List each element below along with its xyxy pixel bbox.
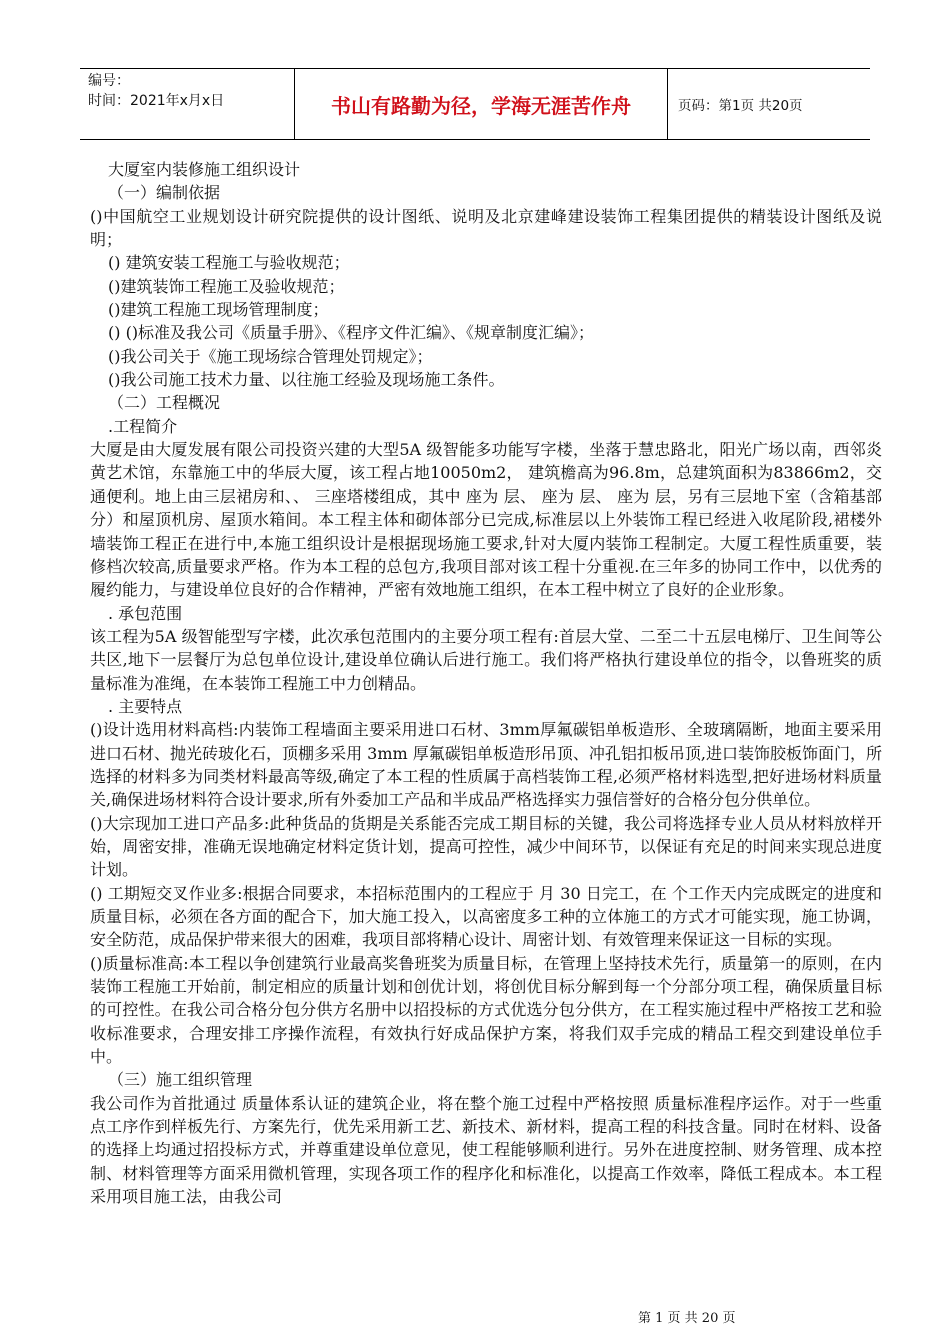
page-footer: 第 1 页 共 20 页: [638, 1311, 736, 1326]
list-item: ()建筑装饰工程施工及验收规范；: [108, 276, 345, 296]
paragraph: ()中国航空工业规划设计研究院提供的设计图纸、说明及北京建峰建设装饰工程集团提供的精装设计图纸及说明；: [90, 206, 882, 250]
page-header: [80, 68, 870, 140]
list-item: ()我公司施工技术力量、以往施工经验及现场施工条件。: [108, 370, 505, 390]
subsection-heading: . 承包范围: [108, 603, 183, 623]
list-item: ()建筑工程施工现场管理制度；: [108, 300, 329, 320]
doc-number-label: 编号：: [88, 73, 130, 89]
paragraph: ()大宗现加工进口产品多:此种货品的货期是关系能否完成工期目标的关键，我公司将选择专业人员从材料放样开始，周密安排，准确无误地确定材料定货计划，提高可控性，减少中间环节，以保证有充足的时间来实现总进度计划。: [90, 813, 882, 880]
doc-title: 大厦室内装修施工组织设计: [108, 160, 301, 179]
section-heading: （一）编制依据: [108, 183, 221, 203]
header-page-info: 页码：第1页 共20页: [678, 98, 803, 114]
paragraph: () 工期短交叉作业多:根据合同要求，本招标范围内的工程应于 月 30 日完工，在 个工作天内完成既定的进度和质量目标，必须在各方面的配合下，加大施工投入，以高密度多工种的立体施工的方式才可能实现，施工协调，安全防范，成品保护带来很大的困难，我项目部将精心设计、周密计划、有效管理来保证这一目标的实现。: [90, 883, 882, 950]
paragraph: 大厦是由大厦发展有限公司投资兴建的大型5A 级智能多功能写字楼，坐落于慧忠路北，阳光广场以南，西邻炎黄艺术馆，东靠施工中的华辰大厦，该工程占地10050m2， 建筑檐高为96.8m，总建筑面积为83866m2，交通便利。地上由三层裙房和、、 三座塔楼组成，其中 座为 层、 座为 层、 座为 层，另有三层地下室（含箱基部分）和屋顶机房、屋顶水箱间。本工程主体和砌体部分已完成,标准层以上外装饰工程已经进入收尾阶段,裙楼外墙装饰工程正在进行中,本施工组织设计是根据现场施工要求,针对大厦内装饰工程制定。大厦工程性质重要，装修档次较高,质量要求严格。作为本工程的总包方,我项目部对该工程十分重视.在三年多的协同工作中，以优秀的履约能力，与建设单位良好的合作精神，严密有效地施工组织，在本工程中树立了良好的企业形象。: [90, 440, 882, 600]
date-label: 时间：2021年x月x日: [88, 93, 225, 109]
list-item: ()我公司关于《施工现场综合管理处罚规定》；: [108, 346, 433, 366]
paragraph: 该工程为5A 级智能型写字楼，此次承包范围内的主要分项工程有:首层大堂、二至二十五层电梯厅、卫生间等公共区,地下一层餐厅为总包单位设计,建设单位确认后进行施工。我们将严格执行建设单位的指令，以鲁班奖的质量标准为准绳，在本装饰工程施工中力创精品。: [90, 626, 882, 693]
paragraph: 我公司作为首批通过 质量体系认证的建筑企业，将在整个施工过程中严格按照 质量标准程序运作。对于一些重点工序作到样板先行、方案先行，优先采用新工艺、新技术、新材料，提高工程的科技含量。同时在材料、设备的选择上均通过招投标方式，并尊重建设单位意见，使工程能够顺利进行。另外在进度控制、财务管理、成本控制、材料管理等方面采用微机管理，实现各项工作的程序化和标准化，以提高工作效率，降低工程成本。本工程采用项目施工法，由我公司: [90, 1093, 882, 1207]
section-heading: （三）施工组织管理: [108, 1070, 253, 1090]
list-item: () 建筑安装工程施工与验收规范；: [108, 253, 350, 273]
subsection-heading: .工程简介: [108, 416, 178, 436]
header-motto: 书山有路勤为径，学海无涯苦作舟: [295, 69, 668, 139]
header-meta: [80, 69, 295, 139]
list-item: () ()标准及我公司《质量手册》、《程序文件汇编》、《规章制度汇编》；: [108, 323, 595, 343]
section-heading: （二）工程概况: [108, 393, 221, 413]
paragraph: ()设计选用材料高档:内装饰工程墙面主要采用进口石材、3mm厚氟碳铝单板造形、全玻璃隔断，地面主要采用进口石材、抛光砖玻化石，顶棚多采用 3mm 厚氟碳铝单板造形吊顶、冲孔铝扣板吊顶,进口装饰胶板饰面门，所选择的材料多为同类材料最高等级,确定了本工程的性质属于高档装饰工程,必须严格材料选型,把好进场材料质量关,确保进场材料符合设计要求,所有外委加工产品和半成品严格选择实力强信誉好的合格分包分供单位。: [90, 720, 882, 810]
paragraph: ()质量标准高:本工程以争创建筑行业最高奖鲁班奖为质量目标，在管理上坚持技术先行，质量第一的原则，在内装饰工程施工开始前，制定相应的质量计划和创优计划，将创优目标分解到每一个分部分项工程，确保质量目标的可控性。在我公司合格分包分供方名册中以招投标的方式优选分包分供方，在工程实施过程中严格按工艺和验收标准要求，合理安排工序操作流程，有效执行好成品保护方案，将我们双手完成的精品工程交到建设单位手中。: [90, 953, 882, 1067]
subsection-heading: . 主要特点: [108, 696, 183, 716]
document-body: [90, 158, 882, 1208]
